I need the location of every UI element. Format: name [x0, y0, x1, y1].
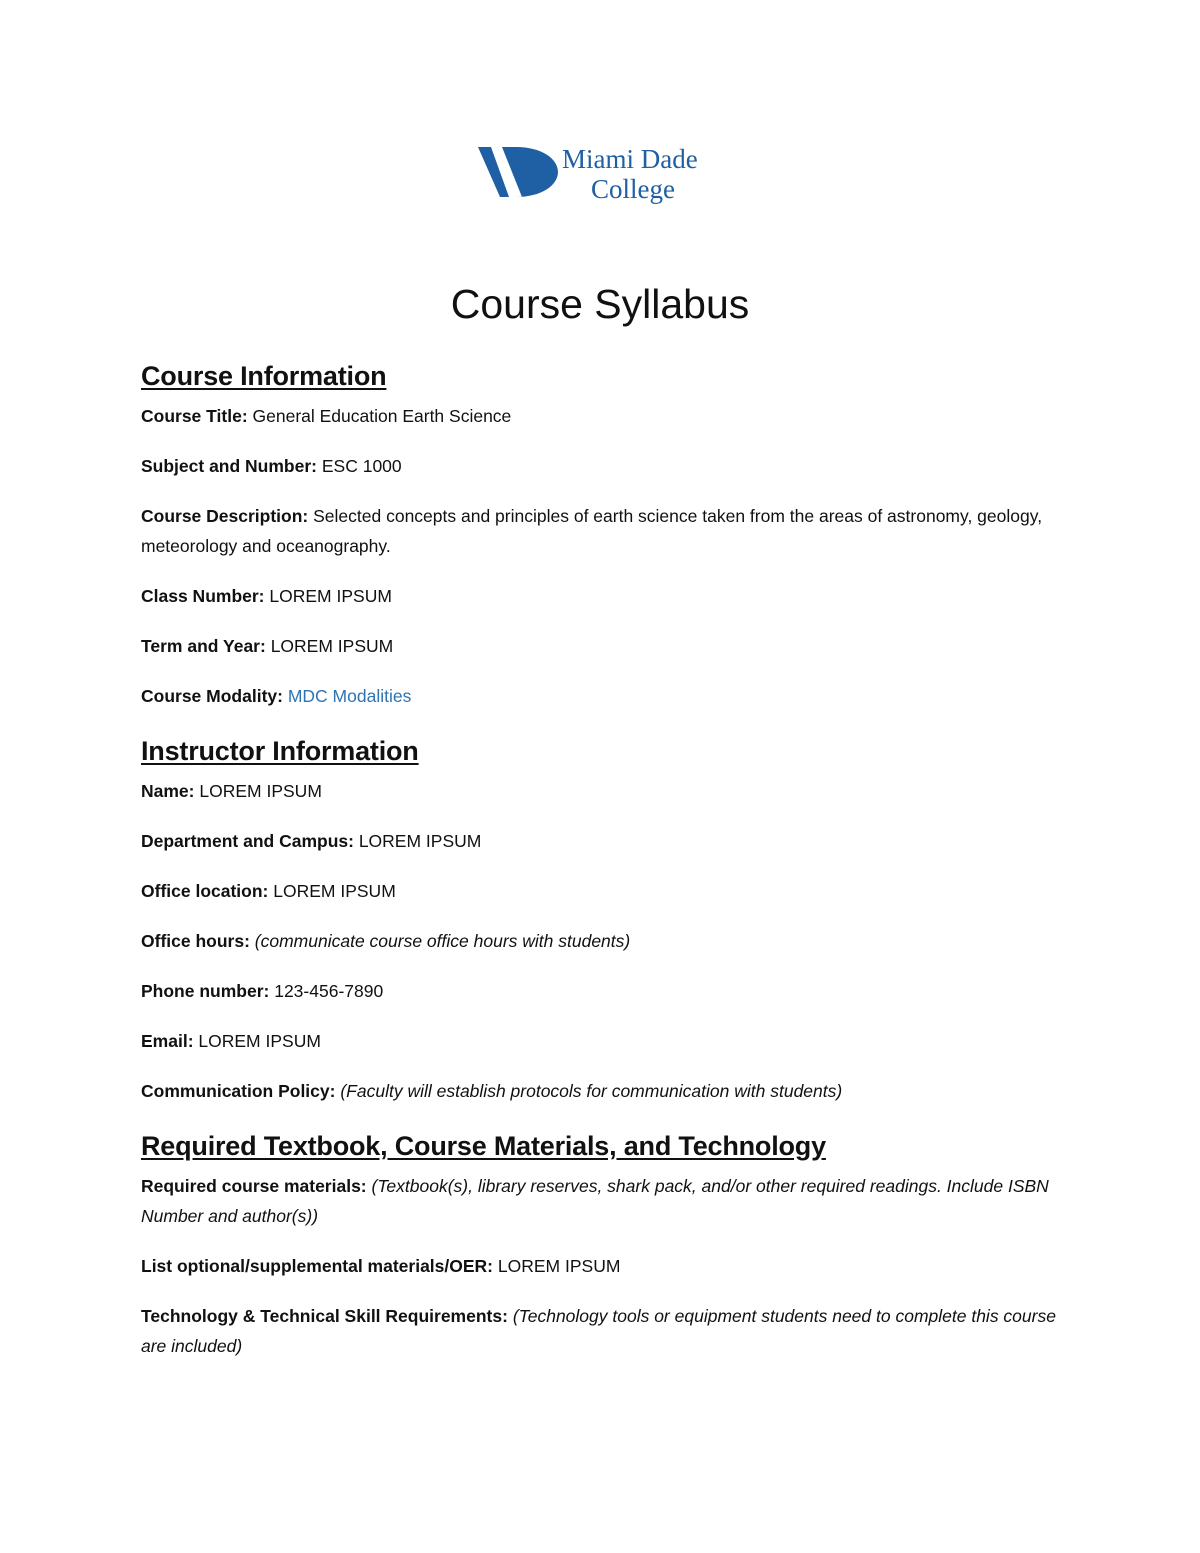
field-value: LOREM IPSUM [358, 831, 482, 851]
field-label: Course Description: [141, 506, 309, 526]
section-heading-instructor-information: Instructor Information [141, 736, 419, 766]
logo-text-line2: College [591, 174, 675, 204]
field-label: Class Number: [141, 586, 265, 606]
field-label: Technology & Technical Skill Requirements: [141, 1306, 508, 1326]
logo-mark-bar [478, 147, 509, 197]
field-value: ESC 1000 [321, 456, 402, 476]
field-label: List optional/supplemental materials/OER: [141, 1256, 494, 1276]
field-value: 123-456-7890 [274, 981, 384, 1001]
field-value: (Technology tools or equipment students need to complete this course are included) [141, 1306, 1056, 1356]
field-value: (communicate course office hours with students) [254, 931, 631, 951]
field-value: (Faculty will establish protocols for communication with students) [340, 1081, 843, 1101]
field-label: Name: [141, 781, 195, 801]
field-label: Email: [141, 1031, 194, 1051]
field-department-campus [141, 826, 1061, 856]
field-label: Department and Campus: [141, 831, 354, 851]
field-value: General Education Earth Science [252, 406, 512, 426]
field-required-materials [141, 1171, 1061, 1231]
field-label: Term and Year: [141, 636, 266, 656]
field-value: LOREM IPSUM [270, 636, 394, 656]
field-value: LOREM IPSUM [273, 881, 396, 901]
field-value: LOREM IPSUM [199, 781, 322, 801]
college-logo [478, 143, 728, 207]
field-communication-policy [141, 1076, 1061, 1106]
field-office-location [141, 876, 1061, 906]
field-course-modality [141, 681, 1061, 711]
logo-text-line1: Miami Dade [562, 144, 698, 174]
field-label: Required course materials: [141, 1176, 367, 1196]
field-email [141, 1026, 1061, 1056]
field-technology-requirements [141, 1301, 1061, 1361]
field-instructor-name [141, 776, 1061, 806]
field-value: LOREM IPSUM [497, 1256, 621, 1276]
field-label: Course Title: [141, 406, 248, 426]
syllabus-content [141, 358, 1061, 1361]
mdc-modalities-link[interactable]: MDC Modalities [287, 686, 412, 706]
field-label: Office hours: [141, 931, 250, 951]
field-value: Selected concepts and principles of earth science taken from the areas of astronomy, geology, meteorology and oceanography. [141, 506, 1043, 556]
field-optional-materials [141, 1251, 1061, 1281]
field-course-description [141, 501, 1061, 561]
field-label: Office location: [141, 881, 269, 901]
field-class-number [141, 581, 1061, 611]
field-label: Course Modality: [141, 686, 283, 706]
field-label: Communication Policy: [141, 1081, 336, 1101]
field-label: Phone number: [141, 981, 270, 1001]
field-phone-number [141, 976, 1061, 1006]
field-value: LOREM IPSUM [269, 586, 392, 606]
field-value: (Textbook(s), library reserves, shark pack, and/or other required readings. Include ISBN Number and author(s)) [141, 1176, 1049, 1226]
page-title: Course Syllabus [450, 281, 750, 327]
field-label: Subject and Number: [141, 456, 317, 476]
field-value: LOREM IPSUM [198, 1031, 321, 1051]
field-subject-number [141, 451, 1061, 481]
field-office-hours [141, 926, 1061, 956]
logo-graphic [478, 143, 728, 207]
field-term-year [141, 631, 1061, 661]
section-heading-materials: Required Textbook, Course Materials, and Technology [141, 1131, 826, 1161]
section-heading-course-information: Course Information [141, 361, 387, 391]
field-course-title [141, 401, 1061, 431]
